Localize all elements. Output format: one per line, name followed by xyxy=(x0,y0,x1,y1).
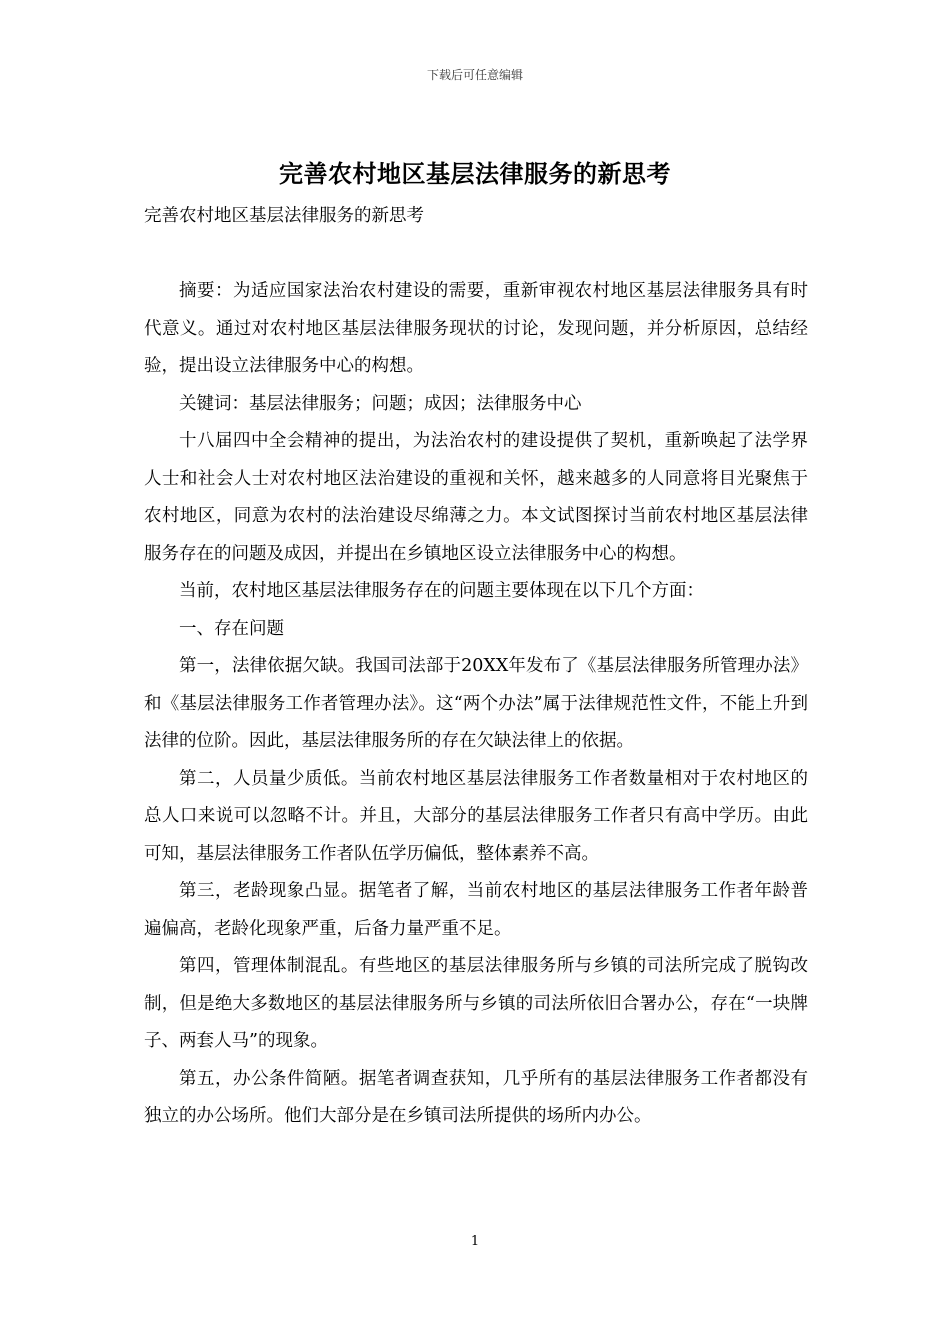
intro-paragraph: 十八届四中全会精神的提出，为法治农村的建设提供了契机，重新唤起了法学界人士和社会人士对农村地区法治建设的重视和关怀，越来越多的人同意将目光聚焦于农村地区，同意为农村的法治建设尽绵薄之力。本文试图探讨当前农村地区基层法律服务存在的问题及成因，并提出在乡镇地区设立法律服务中心的构想。 xyxy=(144,431,808,564)
section-heading: 一、存在问题 xyxy=(179,618,284,639)
point-paragraph-1: 第一，法律依据欠缺。我国司法部于20XX年发布了《基层法律服务所管理办法》和《基层法律服务工作者管理办法》。这“两个办法”属于法律规范性文件，不能上升到法律的位阶。因此，基层法律服务所的存在欠缺法律上的依据。 xyxy=(144,656,808,751)
lead-in-paragraph: 当前，农村地区基层法律服务存在的问题主要体现在以下几个方面： xyxy=(179,581,704,601)
document-body xyxy=(144,198,808,1136)
header-note: 下载后可任意编辑 xyxy=(426,68,523,82)
abstract-paragraph: 摘要：为适应国家法治农村建设的需要，重新审视农村地区基层法律服务具有时代意义。通过对农村地区基层法律服务现状的讨论，发现问题，并分析原因，总结经验，提出设立法律服务中心的构想。 xyxy=(144,281,808,376)
document-title: 完善农村地区基层法律服务的新思考 xyxy=(279,159,671,188)
page-number: 1 xyxy=(470,1234,480,1249)
blank-line xyxy=(144,236,808,274)
point-paragraph-2: 第二，人员量少质低。当前农村地区基层法律服务工作者数量相对于农村地区的总人口来说可以忽略不计。并且，大部分的基层法律服务工作者只有高中学历。由此可知，基层法律服务工作者队伍学历偏低，整体素养不高。 xyxy=(144,768,808,864)
point-paragraph-5: 第五，办公条件简陋。据笔者调查获知，几乎所有的基层法律服务工作者都没有独立的办公场所。他们大部分是在乡镇司法所提供的场所内办公。 xyxy=(144,1068,808,1126)
point-paragraph-3: 第三，老龄现象凸显。据笔者了解，当前农村地区的基层法律服务工作者年龄普遍偏高，老龄化现象严重，后备力量严重不足。 xyxy=(144,881,808,939)
subtitle-line: 完善农村地区基层法律服务的新思考 xyxy=(144,206,424,226)
keywords-paragraph: 关键词：基层法律服务；问题；成因；法律服务中心 xyxy=(179,393,582,414)
point-paragraph-4: 第四，管理体制混乱。有些地区的基层法律服务所与乡镇的司法所完成了脱钩改制，但是绝大多数地区的基层法律服务所与乡镇的司法所依旧合署办公，存在“一块牌子、两套人马”的现象。 xyxy=(144,956,808,1051)
